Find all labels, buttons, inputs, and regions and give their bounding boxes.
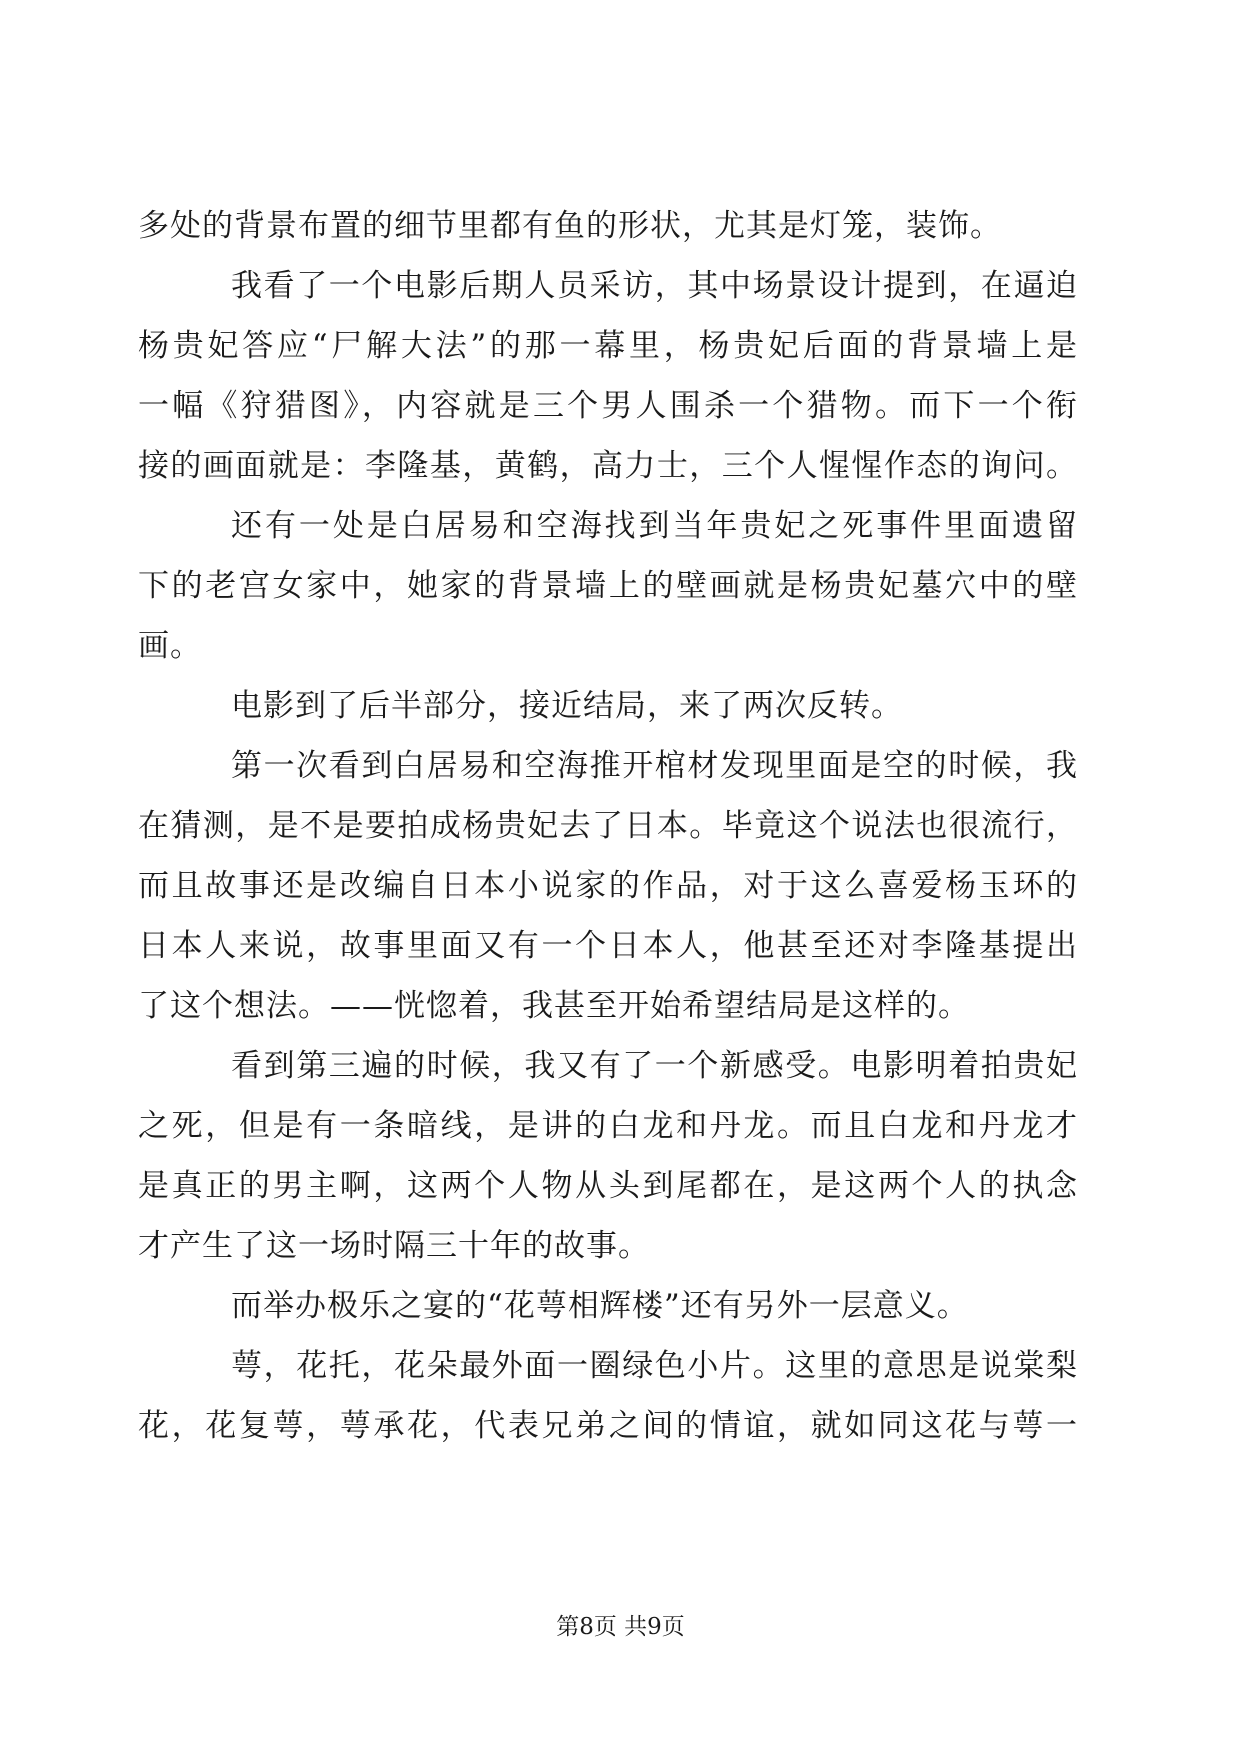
text-line: 了这个想法。——恍惚着，我甚至开始希望结局是这样的。 xyxy=(138,988,970,1024)
text-line: 日本人来说，故事里面又有一个日本人，他甚至还对李隆基提出 xyxy=(138,928,1078,964)
text-line: 电影到了后半部分，接近结局，来了两次反转。 xyxy=(231,688,903,724)
text-line: 多处的背景布置的细节里都有鱼的形状，尤其是灯笼，装饰。 xyxy=(138,208,1002,244)
text-line: 才产生了这一场时隔三十年的故事。 xyxy=(138,1228,650,1264)
text-line: 还有一处是白居易和空海找到当年贵妃之死事件里面遗留 xyxy=(231,508,1078,544)
text-line: 之死，但是有一条暗线，是讲的白龙和丹龙。而且白龙和丹龙才 xyxy=(138,1108,1078,1144)
text-line: 下的老宫女家中，她家的背景墙上的壁画就是杨贵妃墓穴中的壁 xyxy=(138,568,1078,604)
text-line: 是真正的男主啊，这两个人物从头到尾都在，是这两个人的执念 xyxy=(138,1168,1078,1204)
page-number-footer: 第8页 共9页 xyxy=(556,1614,685,1640)
text-line: 而举办极乐之宴的“花萼相辉楼”还有另外一层意义。 xyxy=(231,1288,969,1324)
text-line: 第一次看到白居易和空海推开棺材发现里面是空的时候，我 xyxy=(231,748,1078,784)
text-line: 萼，花托，花朵最外面一圈绿色小片。这里的意思是说棠梨 xyxy=(231,1348,1078,1384)
text-line: 花，花复萼，萼承花，代表兄弟之间的情谊，就如同这花与萼一 xyxy=(138,1408,1078,1444)
text-line: 我看了一个电影后期人员采访，其中场景设计提到，在逼迫 xyxy=(231,268,1078,304)
text-line: 杨贵妃答应“尸解大法”的那一幕里，杨贵妃后面的背景墙上是 xyxy=(138,328,1078,364)
text-line: 一幅《狩猎图》，内容就是三个男人围杀一个猎物。而下一个衔 xyxy=(138,388,1078,424)
body-text xyxy=(138,196,1078,1456)
text-line: 在猜测，是不是要拍成杨贵妃去了日本。毕竟这个说法也很流行， xyxy=(138,808,1078,844)
text-line: 看到第三遍的时候，我又有了一个新感受。电影明着拍贵妃 xyxy=(231,1048,1078,1084)
text-line: 而且故事还是改编自日本小说家的作品，对于这么喜爱杨玉环的 xyxy=(138,868,1078,904)
text-line: 接的画面就是：李隆基，黄鹤，高力士，三个人惺惺作态的询问。 xyxy=(138,448,1078,484)
text-line: 画。 xyxy=(138,628,202,664)
